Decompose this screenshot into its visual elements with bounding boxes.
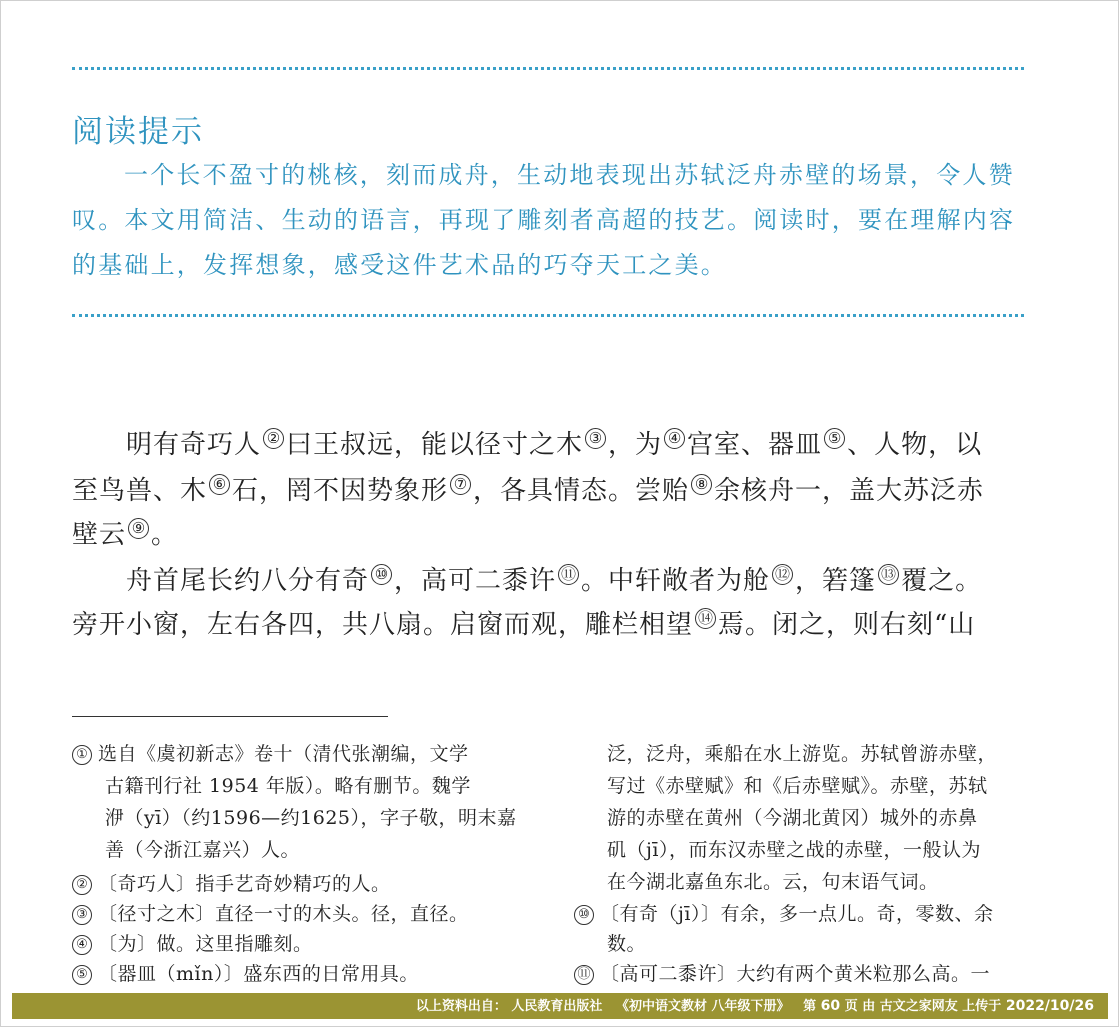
footer-page-suffix: 页 由 — [844, 999, 876, 1014]
text-line-1: 明有奇巧人 ② 曰王叔远，能以径寸之木 ③ ，为 ④ 宫室、器皿 ⑤ 、人物，以 — [126, 429, 983, 460]
footnote-marker: ⑫ — [772, 564, 793, 585]
divider-dotted-top — [72, 67, 1024, 70]
footnote-10: ⑩ 〔有奇（jī）〕有余，多一点儿。奇，零数、余 — [574, 898, 993, 930]
footnote-9-line1: 泛，泛舟，乘船在水上游览。苏轼曾游赤壁， — [607, 743, 998, 765]
reading-hint-body: 一个长不盈寸的桃核，刻而成舟，生动地表现出苏轼泛舟赤壁的场景，令人赞叹。本文用简洁、生动的语言，再现了雕刻者高超的技艺。阅读时，要在理解内容的基础上，发挥想象，感受这件艺术品的巧夺天工之美。 — [72, 161, 1016, 279]
footer-upload-label: 上传于 — [962, 999, 1002, 1014]
footnote-marker: ⑭ — [695, 608, 716, 629]
footnote-marker: ④ — [664, 428, 685, 449]
footnote-1-line4: 善（今浙江嘉兴）人。 — [105, 839, 301, 861]
footnote-rule — [72, 716, 388, 717]
footer-book: 《初中语文教材 八年级下册》 — [616, 999, 790, 1014]
footnote-9-line5: 在今湖北嘉鱼东北。云，句末语气词。 — [607, 871, 939, 893]
footnote-4: ④ 〔为〕做。这里指雕刻。 — [72, 928, 313, 960]
footnote-marker: ⑩ — [371, 564, 392, 585]
footnote-marker: ⑥ — [209, 474, 230, 495]
footer-publisher: 人民教育出版社 — [511, 999, 603, 1014]
footnote-marker: ⑧ — [691, 474, 712, 495]
footnote-1-line2: 古籍刊行社 1954 年版）。略有删节。魏学 — [105, 775, 471, 797]
footnote-marker: ⑦ — [450, 474, 471, 495]
footnote-9-line4: 矶（jī），而东汉赤壁之战的赤壁，一般认为 — [607, 839, 981, 861]
footnote-5: ⑤ 〔器皿（mǐn）〕盛东西的日常用具。 — [72, 958, 419, 990]
footnote-11: ⑪ 〔高可二黍许〕大约有两个黄米粒那么高。一 — [574, 958, 990, 990]
footer-page-prefix: 第 — [803, 999, 817, 1014]
footnote-1: ① 选自《虞初新志》卷十（清代张潮编，文学 — [72, 738, 469, 770]
footnote-marker: ③ — [585, 428, 606, 449]
footnote-2: ② 〔奇巧人〕指手艺奇妙精巧的人。 — [72, 868, 391, 900]
text-line-2: 至鸟兽、木 ⑥ 石，罔不因势象形 ⑦ ，各具情态。尝贻 ⑧ 余核舟一，盖大苏泛赤 — [72, 475, 985, 506]
text-line-4: 舟首尾长约八分有奇 ⑩ ，高可二黍许 ⑪ 。中轩敞者为舱 ⑫ ，箬篷 ⑬ 覆之。 — [126, 565, 983, 596]
footnote-9-line3: 游的赤壁在黄州（今湖北黄冈）城外的赤鼻 — [607, 807, 978, 829]
footnote-3: ③ 〔径寸之木〕直径一寸的木头。径，直径。 — [72, 898, 469, 930]
footnote-9-line2: 写过《赤壁赋》和《后赤壁赋》。赤壁，苏轼 — [607, 775, 988, 797]
footnote-marker: ⑬ — [878, 564, 899, 585]
footer-source-label: 以上资料出自： — [415, 999, 507, 1014]
footnote-1-line3: 洢（yī）（约1596—约1625），字子敬，明末嘉 — [105, 807, 517, 829]
footnote-10-line2: 数。 — [607, 933, 647, 955]
reading-hint-title: 阅读提示 — [72, 114, 204, 150]
footer-date: 2022/10/26 — [1005, 998, 1094, 1014]
footnote-marker: ⑨ — [128, 518, 149, 539]
footer-page-number: 60 — [820, 998, 841, 1014]
footnote-marker: ⑪ — [558, 564, 579, 585]
footnote-marker: ⑤ — [824, 428, 845, 449]
text-line-3: 壁云 ⑨ 。 — [72, 519, 179, 550]
source-footer-bar — [12, 993, 1108, 1019]
footer-site: 古文之家网友 — [879, 999, 958, 1014]
divider-dotted-bottom — [72, 314, 1024, 317]
text-line-5: 旁开小窗，左右各四，共八扇。启窗而观，雕栏相望 ⑭ 焉。闭之，则右刻“山 — [72, 609, 976, 640]
footnote-marker: ② — [263, 428, 284, 449]
